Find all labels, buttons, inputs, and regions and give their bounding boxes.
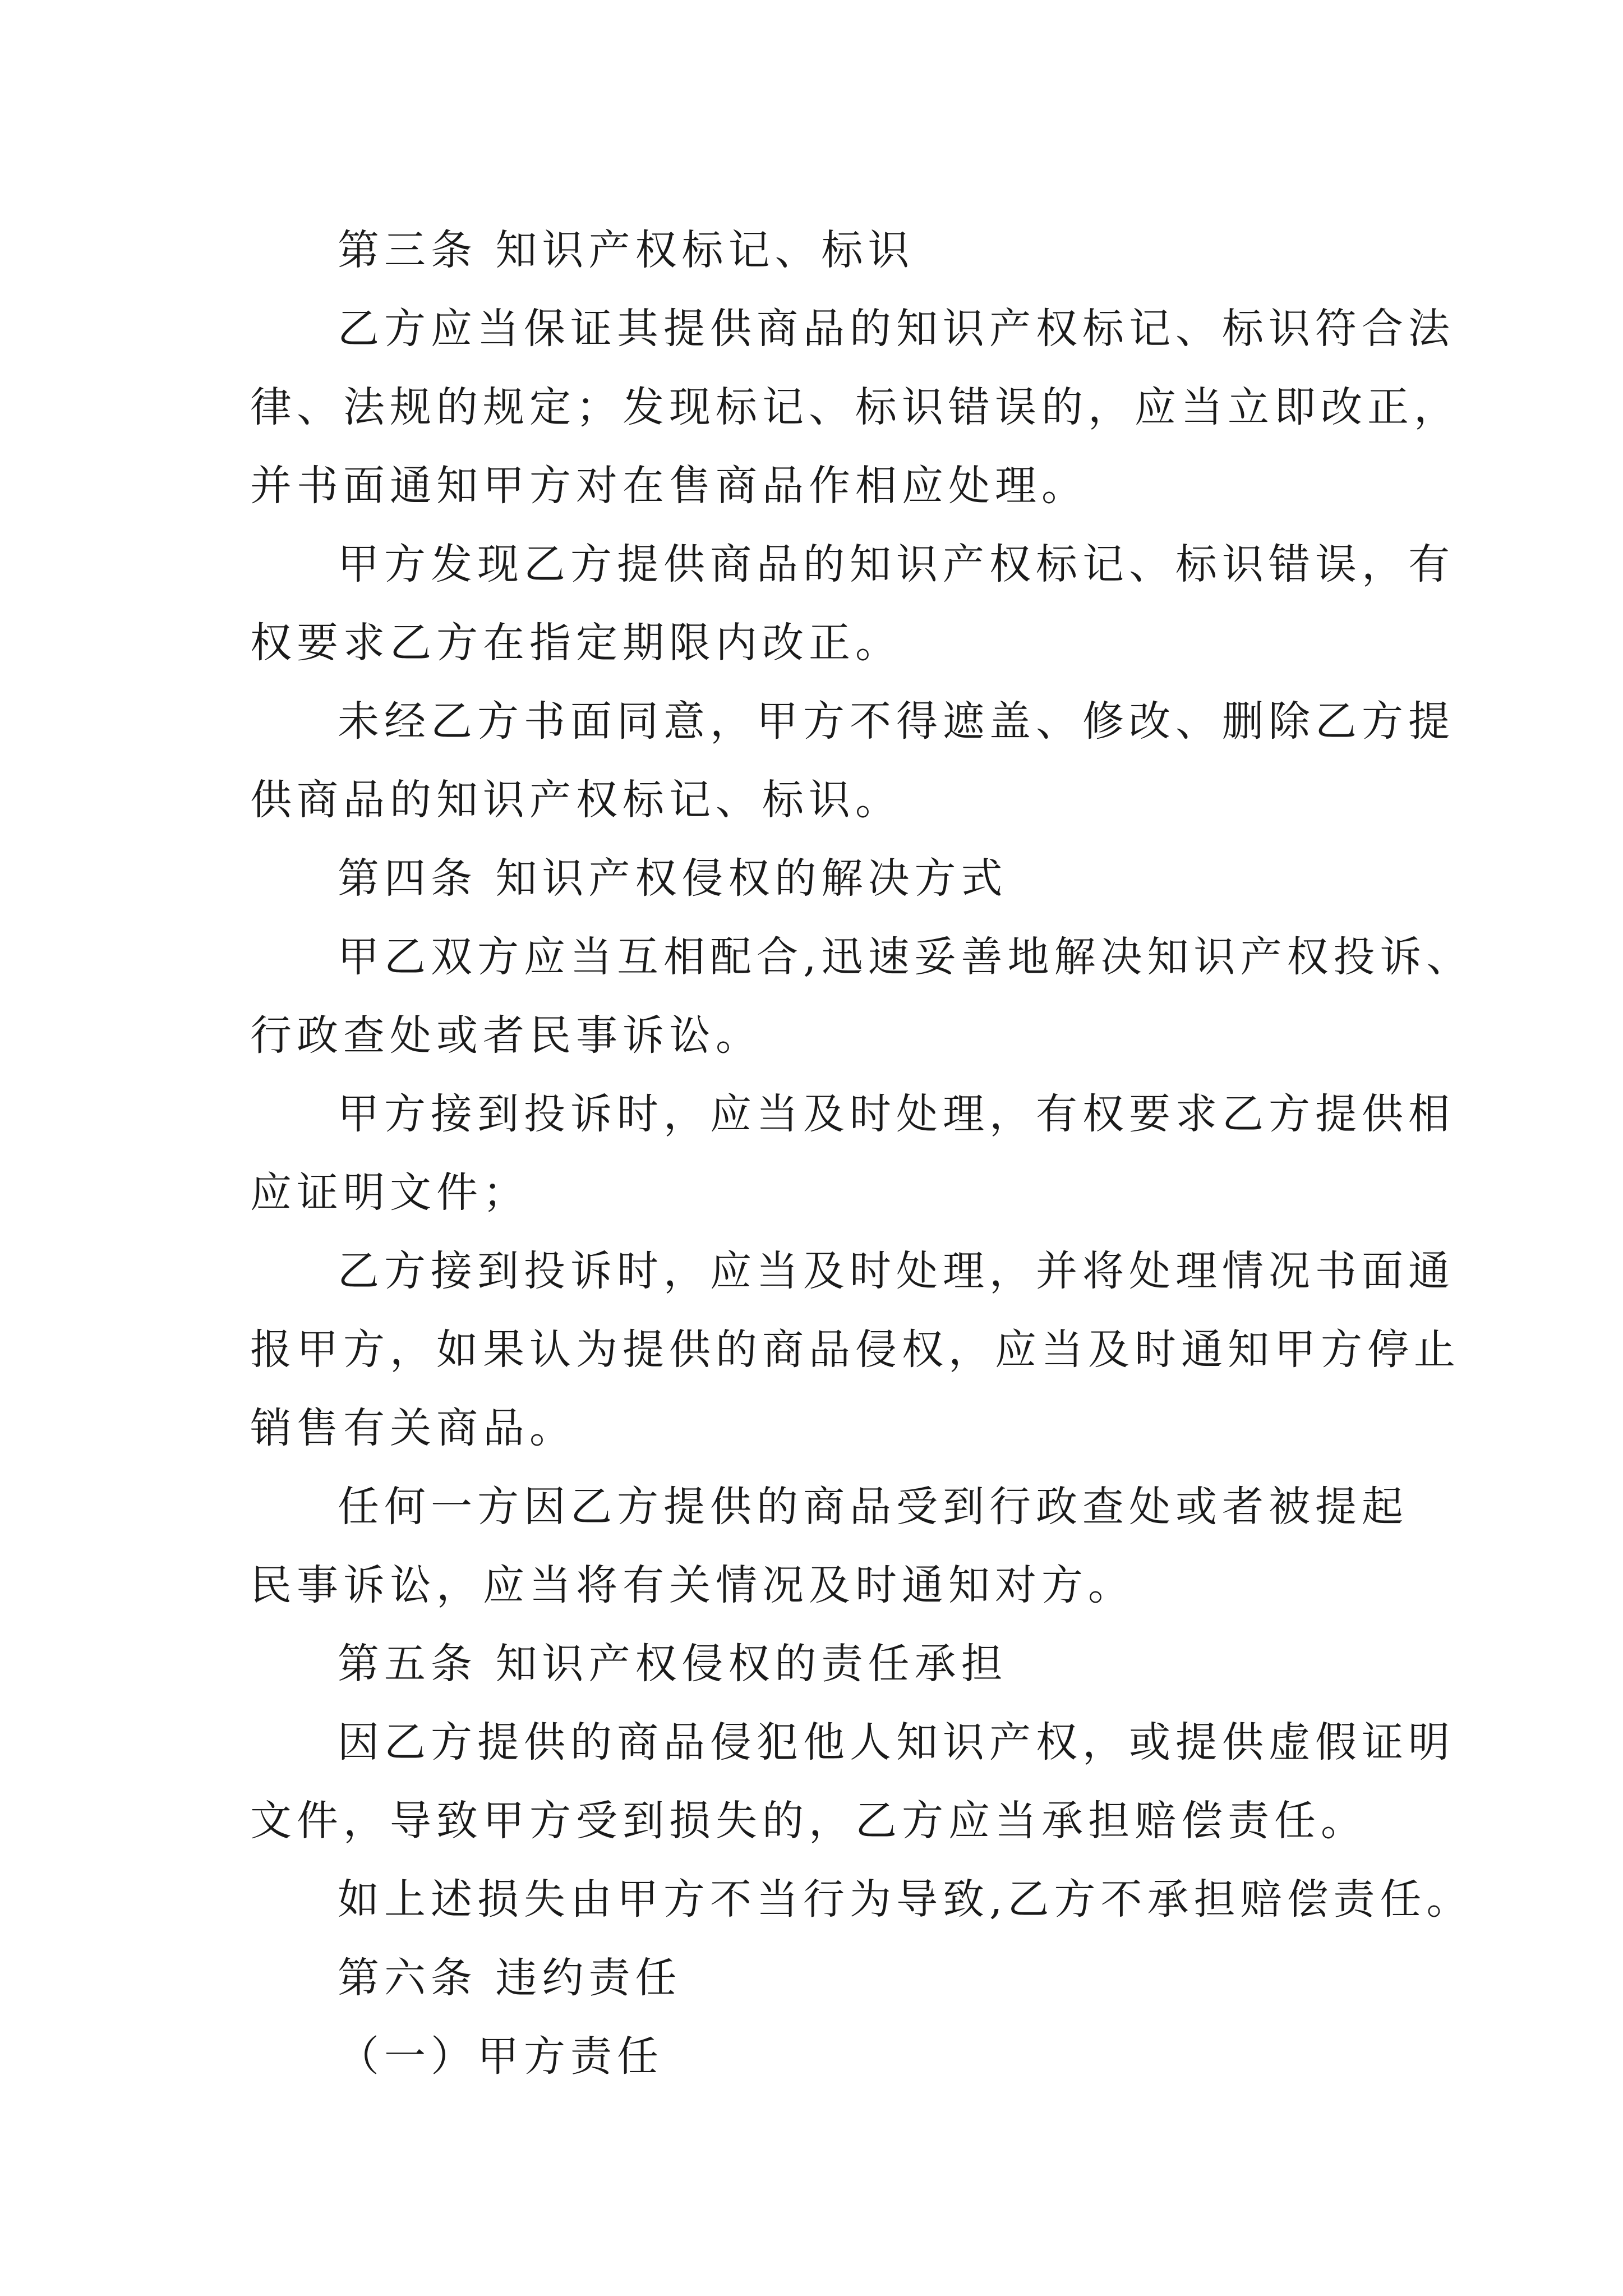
- paragraph-line: 行政查处或者民事诉讼。: [250, 1011, 762, 1060]
- paragraph-line: 并书面通知甲方对在售商品作相应处理。: [250, 462, 1088, 510]
- paragraph-line: 销售有关商品。: [250, 1404, 576, 1452]
- paragraph-line: 报甲方，如果认为提供的商品侵权，应当及时通知甲方停止: [250, 1326, 1460, 1374]
- paragraph-line: 甲乙双方应当互相配合,迅速妥善地解决知识产权投诉、: [338, 933, 1473, 981]
- article-3-heading: 第三条 知识产权标记、标识: [338, 226, 915, 274]
- paragraph-line: 律、法规的规定；发现标记、标识错误的，应当立即改正，: [250, 383, 1460, 431]
- section-subheading: （一）甲方责任: [338, 2032, 663, 2081]
- paragraph-line: 甲方发现乙方提供商品的知识产权标记、标识错误，有: [338, 540, 1455, 588]
- article-4-heading: 第四条 知识产权侵权的解决方式: [338, 854, 1008, 903]
- article-5-heading: 第五条 知识产权侵权的责任承担: [338, 1640, 1008, 1688]
- paragraph-line: 民事诉讼，应当将有关情况及时通知对方。: [250, 1561, 1135, 1609]
- paragraph-line: 应证明文件；: [250, 1168, 529, 1217]
- document-body: [250, 211, 1473, 2096]
- article-6-heading: 第六条 违约责任: [338, 1954, 682, 2002]
- paragraph-line: 乙方应当保证其提供商品的知识产权标记、标识符合法: [338, 305, 1455, 353]
- paragraph-line: 甲方接到投诉时，应当及时处理，有权要求乙方提供相: [338, 1090, 1455, 1138]
- paragraph-line: 任何一方因乙方提供的商品受到行政查处或者被提起: [338, 1483, 1408, 1531]
- paragraph-line: 因乙方提供的商品侵犯他人知识产权，或提供虚假证明: [338, 1718, 1455, 1766]
- paragraph-line: 如上述损失由甲方不当行为导致,乙方不承担赔偿责任。: [338, 1875, 1473, 1924]
- paragraph-line: 未经乙方书面同意，甲方不得遮盖、修改、删除乙方提: [338, 697, 1455, 746]
- paragraph-line: 乙方接到投诉时，应当及时处理，并将处理情况书面通: [338, 1247, 1455, 1295]
- paragraph-line: 权要求乙方在指定期限内改正。: [250, 619, 902, 667]
- paragraph-line: 供商品的知识产权标记、标识。: [250, 776, 902, 824]
- paragraph-line: 文件，导致甲方受到损失的，乙方应当承担赔偿责任。: [250, 1797, 1367, 1845]
